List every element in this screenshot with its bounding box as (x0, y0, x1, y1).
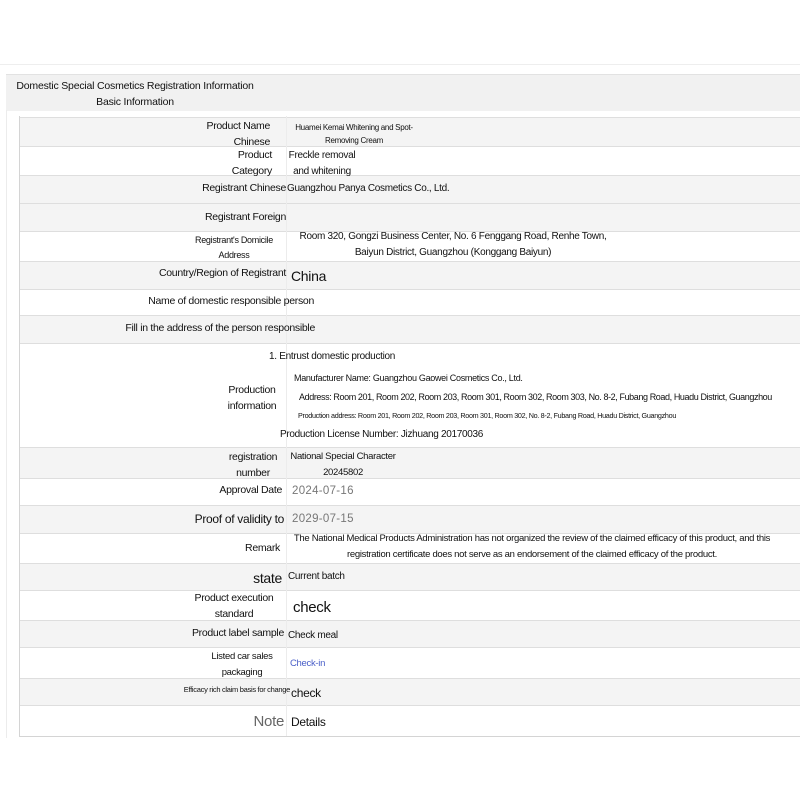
product-category-value: Freckle removal and whitening (288, 150, 356, 177)
registrant-chinese-label: Registrant Chinese (202, 182, 286, 194)
listed-sales-link[interactable]: Check-in (290, 658, 326, 669)
approval-date-label: Approval Date (219, 484, 282, 496)
table-row (20, 146, 800, 176)
address-person-label: Fill in the address of the person responsible (125, 322, 315, 334)
efficacy-label: Efficacy rich claim basis for change (183, 685, 290, 694)
registrant-chinese-value: Guangzhou Panya Cosmetics Co., Ltd. (287, 183, 450, 194)
registration-number-value: National Special Character 20245802 (290, 451, 396, 478)
table-row (20, 505, 800, 534)
note-label: Note (253, 713, 284, 730)
product-category-label: Product Category (231, 149, 272, 177)
table-row (20, 261, 800, 290)
validity-label: Proof of validity to (194, 512, 284, 526)
validity-value: 2029-07-15 (292, 513, 354, 525)
production-entrust: 1. Entrust domestic production (269, 351, 396, 362)
table-row (20, 705, 800, 737)
approval-date-value: 2024-07-16 (292, 485, 354, 497)
label-sample-label: Product label sample (191, 627, 284, 639)
production-address-secondary: Production address: Room 201, Room 202, Room 203, Room 301, Room 302, No. 8-2, Fubang Road, Huadu District, Guangzhou (298, 411, 677, 420)
registrant-foreign-label: Registrant Foreign (205, 211, 286, 223)
registrant-domicile-label: Registrant's Domicile Address (195, 235, 273, 260)
outer-border (6, 110, 7, 738)
domestic-person-label: Name of domestic responsible person (148, 295, 314, 307)
efficacy-check-link[interactable]: check (291, 686, 321, 700)
table-row (20, 647, 800, 679)
table-row (20, 447, 800, 479)
note-details-link[interactable]: Details (291, 715, 326, 729)
production-license: Production License Number: Jizhuang 20170036 (280, 429, 484, 440)
registrant-domicile-value: Room 320, Gongzi Business Center, No. 6 Fenggang Road, Renhe Town, Baiyun District, Guangzhou (Konggang Baiyun) (299, 231, 607, 258)
top-divider (0, 64, 800, 65)
table-row (20, 678, 800, 706)
country-value: China (291, 268, 327, 284)
table-row (20, 203, 800, 232)
product-name-value: Huamei Kemai Whitening and Spot-Removing Cream (295, 123, 413, 145)
product-name-label: Product Name Chinese (206, 120, 270, 148)
production-label: Production information (227, 384, 277, 412)
state-label: state (253, 570, 282, 586)
production-address: Address: Room 201, Room 202, Room 203, Room 301, Room 302, Room 303, No. 8-2, Fubang Road, Huadu District, Guangzhou (299, 392, 772, 402)
country-label: Country/Region of Registrant (158, 267, 286, 279)
table-row (20, 563, 800, 591)
state-value: Current batch (288, 571, 345, 582)
column-divider (286, 116, 287, 736)
label-sample-link[interactable]: Check meal (288, 630, 338, 641)
production-manufacturer: Manufacturer Name: Guangzhou Gaowei Cosmetics Co., Ltd. (294, 373, 523, 383)
page-title: Domestic Special Cosmetics Registration Information Basic Information (16, 80, 254, 108)
remark-label: Remark (245, 542, 280, 554)
execution-standard-label: Product execution standard (194, 592, 274, 620)
listed-sales-label: Listed car sales packaging (211, 651, 273, 678)
registration-number-label: registration number (228, 451, 278, 479)
table-row (20, 590, 800, 621)
table-row (20, 478, 800, 506)
table-row (20, 620, 800, 648)
remark-value: The National Medical Products Administration has not organized the review of the claimed efficacy of this product, and this registration certificate does not serve as an endorsement of the claimed efficacy of the product. (293, 533, 771, 560)
execution-standard-check-link[interactable]: check (293, 599, 331, 616)
